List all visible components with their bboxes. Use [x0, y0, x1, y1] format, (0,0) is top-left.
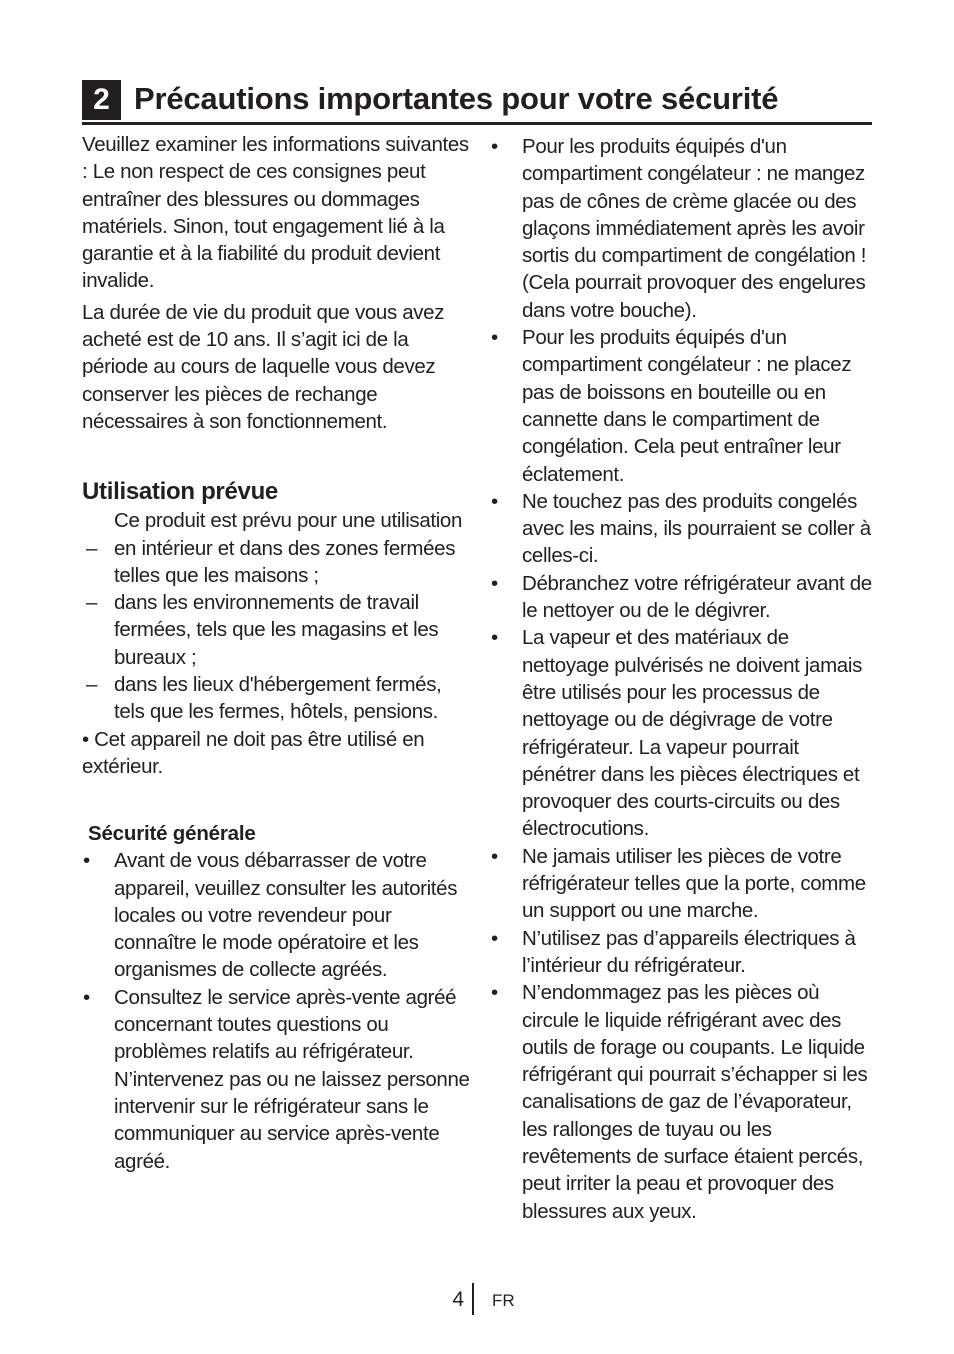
usage-lead: Ce produit est prévu pour une utilisation [114, 509, 463, 533]
list-item [82, 847, 472, 983]
list-item [490, 570, 875, 625]
left-column [82, 131, 472, 1175]
bullet-marker: • [491, 981, 498, 1005]
bullet-marker: • [491, 326, 498, 350]
list-item [490, 133, 875, 324]
list-item-text: Ne touchez pas des produits congelés avec les mains, ils pourraient se coller à celles-ci. [522, 489, 871, 568]
list-item [490, 979, 875, 1225]
bullet-marker: • [491, 571, 498, 595]
list-item [490, 843, 875, 925]
general-safety-heading: Sécurité générale [88, 822, 256, 846]
usage-item-text: dans les lieux d'hébergement fermés, tels que les fermes, hôtels, pensions. [114, 673, 442, 724]
list-item [490, 925, 875, 980]
bullet-marker: • [491, 626, 498, 650]
list-item-text: La vapeur et des matériaux de nettoyage pulvérisés ne doivent jamais être utilisés pour les processus de nettoyage ou de dégivrage de votre réfrigérateur. La vapeur pourrait pénétrer dans les pièces électriques et provoquer des courts-circuits ou des électrocutions. [522, 626, 862, 841]
bullet-marker: • [83, 849, 90, 873]
general-safety-list [82, 847, 472, 1175]
dash-marker: – [86, 673, 98, 697]
list-item-text: N’utilisez pas d’appareils électriques à l’intérieur du réfrigérateur. [522, 926, 856, 977]
section-title: Précautions importantes pour votre sécurité [134, 81, 779, 116]
bullet-marker: • [491, 135, 498, 158]
dash-marker: – [86, 591, 98, 615]
usage-item [82, 589, 472, 671]
list-item-text: Ne jamais utiliser les pièces de votre réfrigérateur telles que la porte, comme un support ou une marche. [522, 844, 866, 923]
list-item-text: N’endommagez pas les pièces où circule le liquide réfrigérant avec des outils de forage ou coupants. Le liquide réfrigérant qui pourrait s’échapper si les canalisations de gaz de l’évaporateur, les rallonges de tuyau ou les revêtements de surface étaient percés, peut irriter la peau et provoquer des blessures aux yeux. [522, 981, 868, 1223]
list-item-text: Débranchez votre réfrigérateur avant de le nettoyer ou de le dégivrer. [522, 571, 872, 623]
usage-heading: Utilisation prévue [82, 478, 278, 506]
list-item [490, 324, 875, 488]
bullet-marker: • [491, 926, 498, 950]
safety-bullet-list [490, 133, 875, 1225]
bullet-marker: • [491, 489, 498, 513]
intro-paragraph: La durée de vie du produit que vous avez acheté est de 10 ans. Il s’agit ici de la période au cours de laquelle vous devez conserver les pièces de rechange nécessaires à son fonctionnement. [82, 300, 445, 433]
right-column [490, 133, 875, 1225]
list-item [82, 984, 472, 1175]
list-item-text: Pour les produits équipés d'un compartiment congélateur : ne mangez pas de cônes de crème glacée ou des glaçons immédiatement après les avoir sortis du compartiment de congélation ! (Cela pourrait provoquer des engelures dans votre bouche). [522, 135, 867, 322]
section-number-badge: 2 [82, 80, 121, 120]
usage-item-text: en intérieur et dans des zones fermées telles que les maisons ; [114, 536, 456, 587]
page-number: 4 [452, 1288, 464, 1311]
list-item [490, 624, 875, 842]
page-footer [0, 1283, 954, 1317]
list-item-text: Avant de vous débarrasser de votre appareil, veuillez consulter les autorités locales ou votre revendeur pour connaître le mode opératoire et les organismes de collecte agréés. [114, 849, 458, 982]
intro-paragraph: Veuillez examiner les informations suivantes : Le non respect de ces consignes peut entraîner des blessures ou dommages matériels. Sinon, tout engagement lié à la garantie et à la fiabilité du produit devient invalide. [82, 133, 469, 293]
usage-item [82, 671, 472, 726]
dash-marker: – [86, 536, 98, 560]
bullet-marker: • [83, 985, 90, 1009]
usage-outdoor-note: • Cet appareil ne doit pas être utilisé en extérieur. [82, 727, 425, 778]
list-item [490, 488, 875, 570]
footer-divider [472, 1283, 474, 1315]
list-item-text: Pour les produits équipés d'un compartiment congélateur : ne placez pas de boissons en bouteille ou en cannette dans le compartiment de congélation. Cela peut entraîner leur éclatement. [522, 326, 852, 486]
language-code: FR [492, 1291, 515, 1310]
usage-item [82, 535, 472, 590]
usage-item-text: dans les environnements de travail fermées, tels que les magasins et les bureaux ; [114, 591, 439, 669]
section-header [82, 78, 872, 125]
list-item-text: Consultez le service après-vente agréé concernant toutes questions ou problèmes relatifs au réfrigérateur. N’intervenez pas ou ne laissez personne intervenir sur le réfrigérateur sans le communiquer au service après-vente agréé. [114, 985, 470, 1173]
bullet-marker: • [491, 844, 498, 868]
